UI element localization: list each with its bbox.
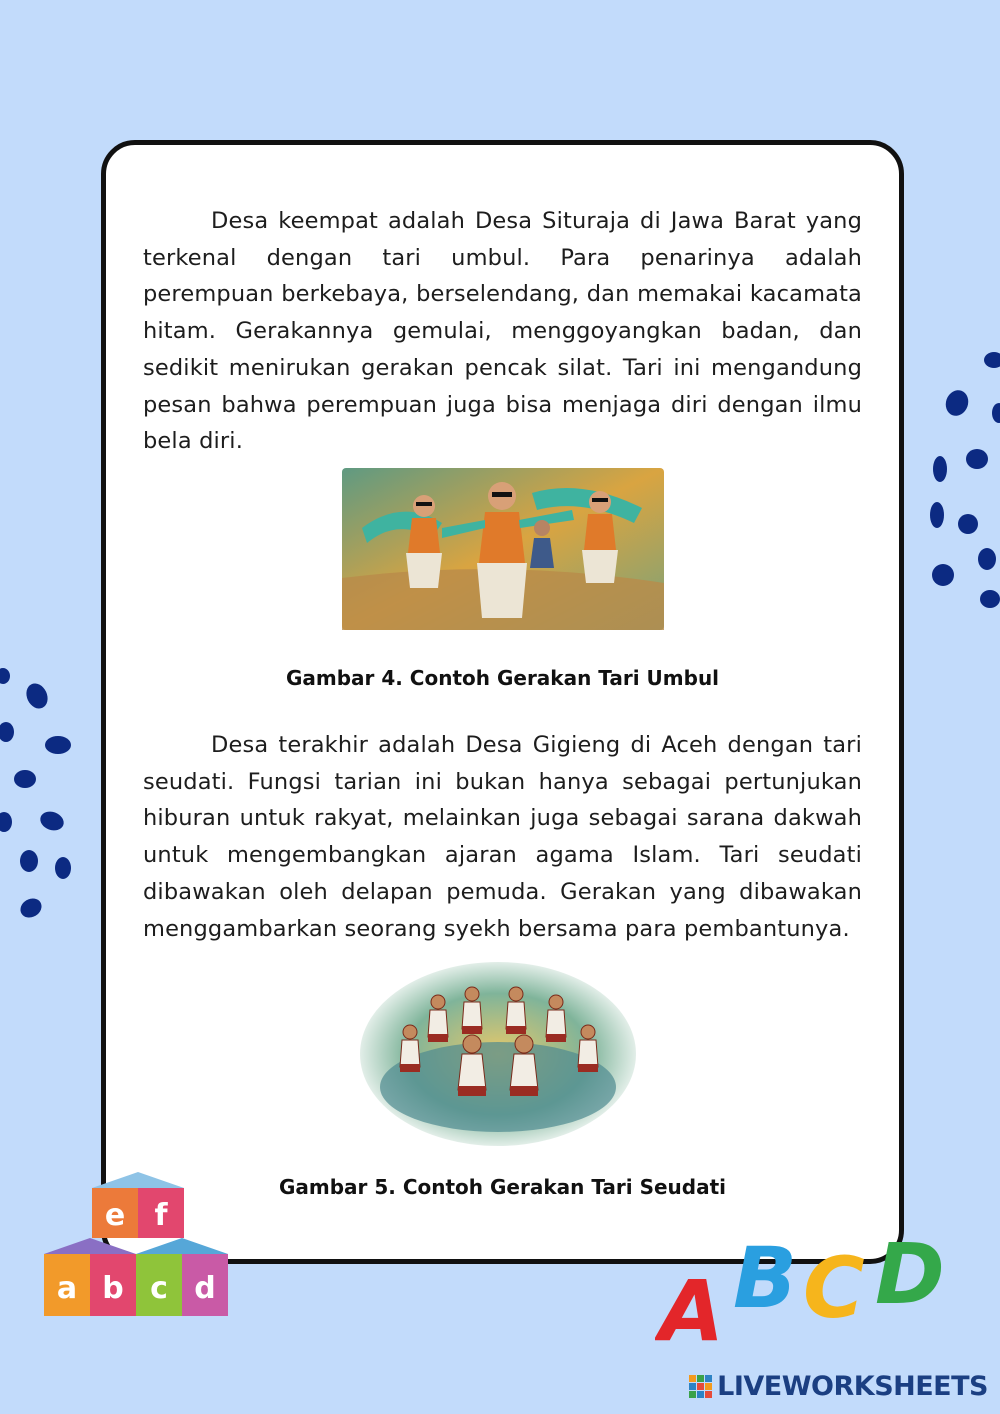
letter-a: A <box>659 1262 725 1355</box>
letter-b: B <box>733 1229 798 1327</box>
alphabet-blocks-decoration <box>40 1168 240 1338</box>
block-letter-b: b <box>102 1271 124 1306</box>
paragraph-tari-umbul: Desa keempat adalah Desa Situraja di Jawa Barat yang terkenal dengan tari umbul. Para penarinya adalah perempuan berkebaya, berselendang, dan memakai kacamata hitam. Gerakannya gemulai, menggoyangkan badan, dan sedikit menirukan gerakan pencak silat. Tari ini mengandung pesan bahwa perempuan juga bisa menjaga diri dengan ilmu bela diri. <box>143 208 862 455</box>
block-letter-e: e <box>104 1198 126 1233</box>
figure-5-caption: Gambar 5. Contoh Gerakan Tari Seudati <box>278 1175 727 1199</box>
liveworksheets-logo-icon <box>689 1375 713 1399</box>
block-letter-c: c <box>150 1271 168 1306</box>
block-letter-d: d <box>194 1271 216 1306</box>
paragraph-tari-seudati: Desa terakhir adalah Desa Gigieng di Aceh dengan tari seudati. Fungsi tarian ini bukan hanya sebagai pertunjukan hiburan untuk rakyat, melainkan juga sebagai sarana dakwah untuk mengembangkan ajaran agama Islam. Tari seudati dibawakan oleh delapan pemuda. Gerakan yang dibawakan menggambarkan seorang syekh bersama para pembantunya. <box>143 732 862 942</box>
letter-d: D <box>875 1225 945 1323</box>
watermark-text: LIVEWORKSHEETS <box>717 1371 988 1402</box>
tari-seudati-illustration <box>360 962 636 1152</box>
abcd-letters-decoration <box>655 1215 945 1355</box>
tari-umbul-illustration <box>342 468 664 630</box>
figure-4-caption: Gambar 4. Contoh Gerakan Tari Umbul <box>285 666 720 690</box>
block-letter-f: f <box>154 1198 168 1233</box>
block-letter-a: a <box>56 1271 78 1306</box>
liveworksheets-watermark <box>689 1371 988 1402</box>
letter-c: C <box>803 1239 865 1337</box>
